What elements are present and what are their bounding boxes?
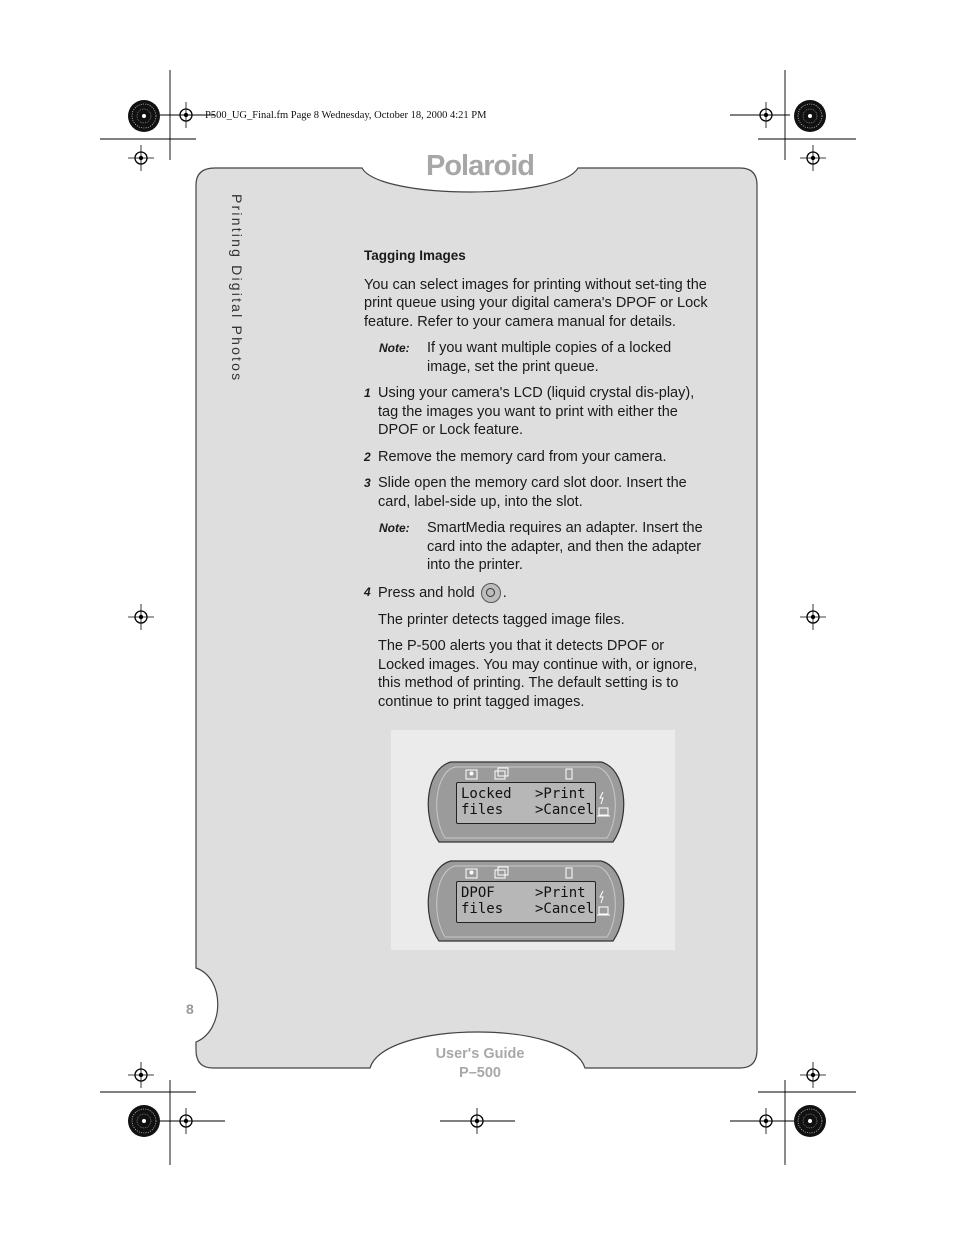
lcd-illustration: [391, 730, 675, 950]
step-item: [364, 384, 709, 440]
footer: [380, 1045, 580, 1083]
step-item: [364, 583, 709, 603]
step-text: Using your camera's LCD (liquid crystal dis-play), tag the images you want to print with either the DPOF or Lock feature.: [378, 385, 695, 438]
power-button-icon: [481, 583, 501, 603]
note-text: SmartMedia requires an adapter. Insert the card into the adapter, and then the adapter into the printer.: [427, 520, 703, 573]
section-heading: Tagging Images: [364, 248, 466, 263]
note-block: [364, 339, 709, 376]
lcd-option-print: >Print: [535, 786, 586, 802]
note-block: [364, 519, 709, 575]
step-number: 2: [364, 449, 371, 464]
lcd-line2-left: files: [461, 802, 504, 818]
polaroid-logo: Polaroid: [425, 150, 534, 182]
step-number: 3: [364, 476, 371, 490]
footer-line-2: P–500: [459, 1065, 501, 1081]
lcd-line1-left: Locked: [461, 786, 512, 802]
step-text-after: .: [502, 584, 507, 601]
step-item: [364, 474, 709, 511]
detect-paragraph: The printer detects tagged image files.: [378, 611, 625, 628]
section-title: Printing Digital Photos: [229, 194, 245, 383]
footer-line-1: User's Guide: [435, 1046, 525, 1062]
alert-paragraph: The P-500 alerts you that it detects DPOF or Locked images. You may continue with, or ignore, this method of printing. The default setting is to continue to print tagged images.: [378, 638, 698, 710]
step-text-before: Press and hold: [378, 584, 475, 601]
file-header-line: P500_UG_Final.fm Page 8 Wednesday, October 18, 2000 4:21 PM: [205, 110, 487, 121]
lcd-line1-left: DPOF: [461, 885, 495, 901]
note-text: If you want multiple copies of a locked image, set the print queue.: [427, 340, 672, 375]
lcd-option-cancel: >Cancel: [535, 802, 595, 818]
lcd-panel-dpof: [421, 855, 631, 943]
lcd-screen: [456, 782, 596, 824]
intro-paragraph: You can select images for printing without set-ting the print queue using your digital camera's DPOF or Lock feature. Refer to your camera manual for details.: [364, 276, 708, 330]
lcd-line2-left: files: [461, 901, 504, 917]
step-number: 1: [364, 386, 371, 400]
step-number: 4: [364, 584, 371, 599]
lcd-option-cancel: >Cancel: [535, 901, 595, 917]
lcd-panel-locked: [421, 756, 631, 844]
step-item: [364, 448, 709, 467]
main-content: [364, 247, 709, 719]
note-label: Note:: [379, 521, 410, 535]
lcd-screen: [456, 881, 596, 923]
note-label: Note:: [379, 341, 410, 355]
step-text: Slide open the memory card slot door. Insert the card, label-side up, into the slot.: [378, 475, 687, 510]
step-text: Remove the memory card from your camera.: [378, 448, 667, 465]
step-text: [378, 583, 709, 603]
page-number: 8: [186, 1001, 194, 1017]
lcd-option-print: >Print: [535, 885, 586, 901]
